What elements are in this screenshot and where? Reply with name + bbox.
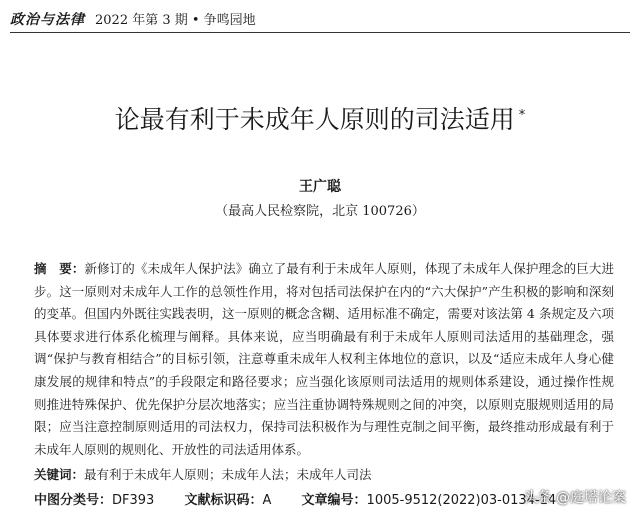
- issue-info: 2022 年第 3 期 • 争鸣园地: [95, 13, 256, 28]
- author-name: 王广聪: [299, 179, 341, 195]
- page-header: [10, 9, 256, 29]
- watermark: 头条 @庭塔论案: [523, 490, 626, 506]
- document-code: 文献标识码：A: [184, 493, 272, 508]
- keywords: [34, 465, 614, 483]
- keywords-label: 关键词：: [34, 467, 85, 482]
- title-footnote-mark: *: [518, 107, 526, 123]
- article-number: 文章编号：1005-9512(2022)03-0134-14: [301, 493, 557, 508]
- paper-title-text: 论最有利于未成年人原则的司法适用: [114, 105, 515, 134]
- abstract: [34, 258, 614, 461]
- abstract-text: 新修订的《未成年人保护法》确立了最有利于未成年人原则，体现了未成年人保护理念的巨大进步。这一原则对未成年人工作的总领性作用，将对包括司法保护在内的“六大保护”产生积极的影响和深刻的变革。但国内外既往实践表明，这一原则的概念含糊、适用标准不确定，需要对该法第 4 条规定及六项具体要求进行体系化梳理与阐释。具体来说，应当明确最有利于未成年人原则司法适用的基础理念，强调“保护与教育相结合”的目标引领，注意尊重未成年人权利主体地位的意识，以及“适应未成年人身心健康发展的规律和特点”的手段限定和路径要求；应当强化该原则司法适用的规则体系建设，通过操作性规则推进特殊保护、优先保护分层次地落实；应当注重协调特殊规则之间的冲突，以原则克服规则适用的局限；应当注意控制原则适用的司法权力，保持司法积极作为与理性克制之间平衡，最终推动形成最有利于未成年人原则的规则化、开放性的司法适用体系。: [34, 261, 614, 457]
- header-rule: [10, 32, 630, 33]
- clc-number: 中图分类号：DF393: [34, 493, 155, 508]
- keywords-text: 最有利于未成年人原则；未成年人法；未成年人司法: [84, 467, 372, 482]
- author-affiliation: （最高人民检察院，北京 100726）: [215, 204, 425, 219]
- paper-title: [0, 100, 640, 136]
- abstract-label: 摘 要：: [34, 261, 85, 276]
- journal-name: 政治与法律: [10, 12, 85, 28]
